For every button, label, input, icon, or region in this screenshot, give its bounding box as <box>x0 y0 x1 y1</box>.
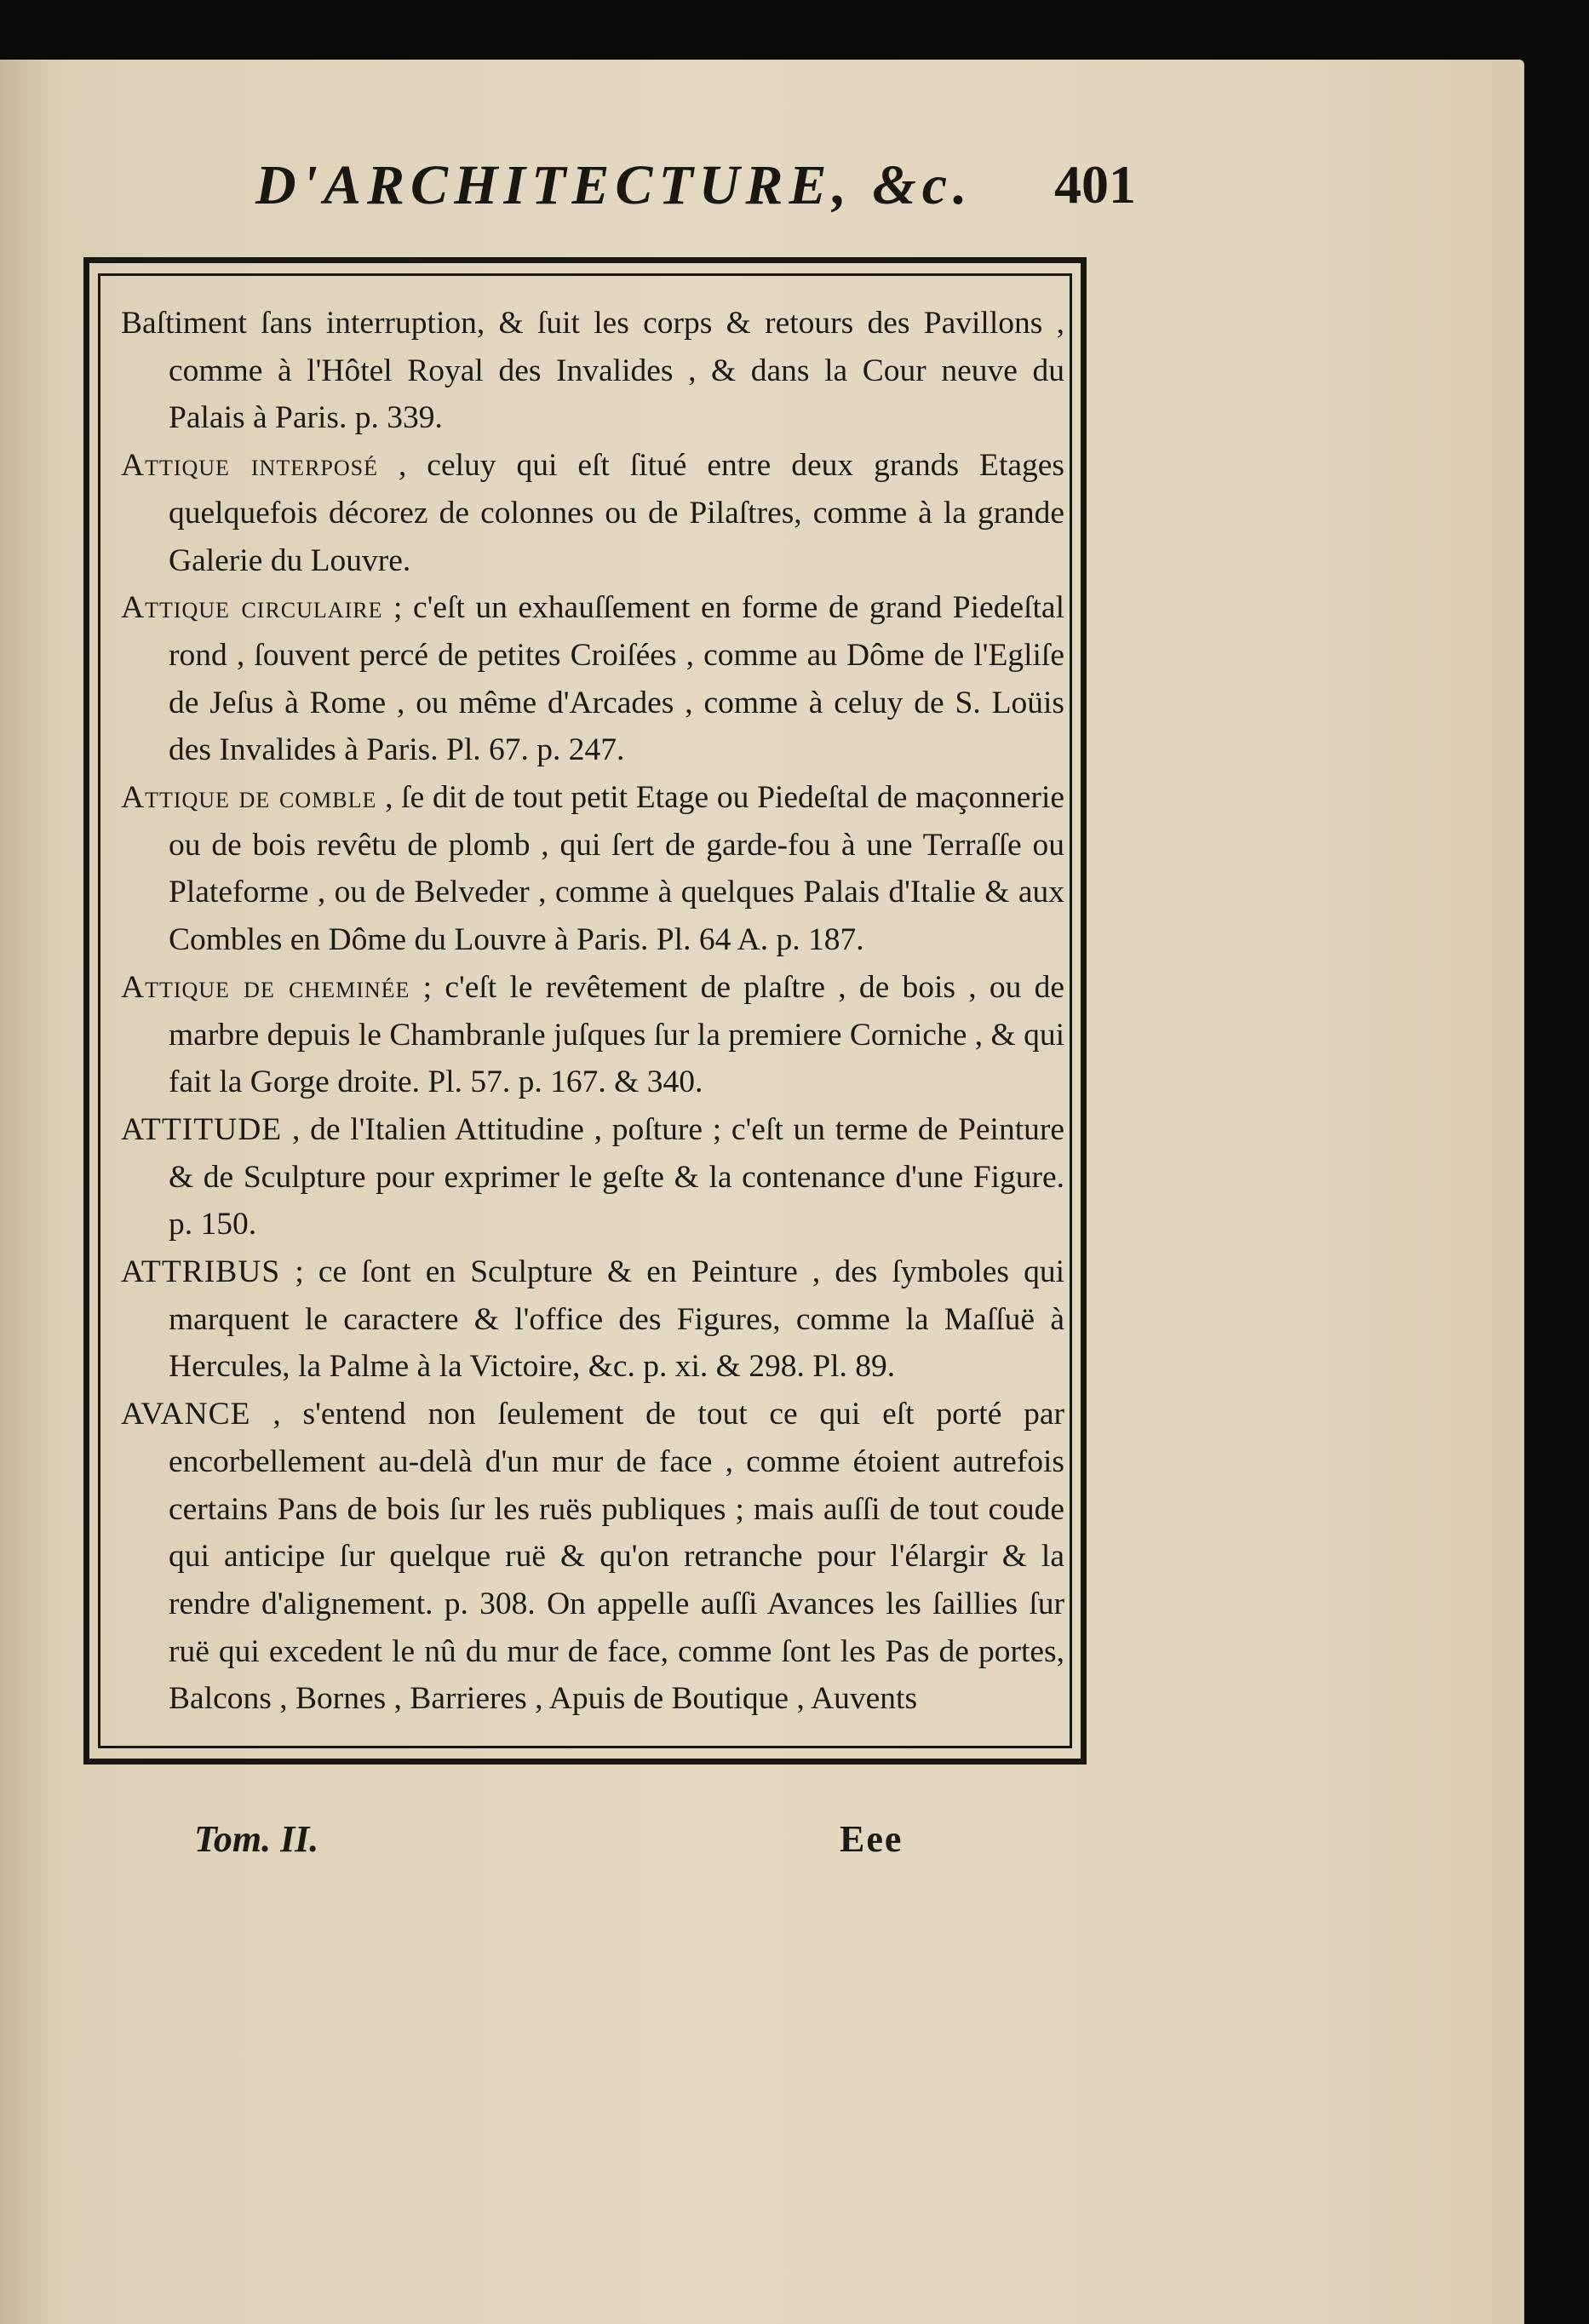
signature-mark: Eee <box>840 1818 903 1860</box>
running-head: D'ARCHITECTURE, &c. <box>255 154 973 216</box>
entry-term: ATTITUDE <box>121 1111 283 1147</box>
entry-text: ; ce ſont en Sculpture & en Peinture , des ſymboles qui marquent le caractere & l'office des Figures, comme la Maſſuë à Hercules, la Palme à la Victoire, &c. p. xi. & 298. Pl. 89. <box>169 1254 1065 1385</box>
entry-text: ; c'eſt un exhauſſement en forme de grand Piedeſtal rond , ſouvent percé de petites Croiſées , comme au Dôme de l'Egliſe de Jeſus à Rome , ou même d'Arcades , comme à celuy de S. Loüis des Invalides à Paris. Pl. 67. p. 247. <box>169 590 1064 768</box>
entry-text: , de l'Italien Attitudine , poſture ; c'eſt un terme de Peinture & de Sculpture pour exprimer le geſte & la contenance d'une Figure. p. 150. <box>169 1111 1064 1242</box>
entry-text: ; c'eſt le revêtement de plaſtre , de bois , ou de marbre depuis le Chambranle juſques ſur la premiere Corniche , & qui fait la Gorge droite. Pl. 57. p. 167. & 340. <box>169 969 1064 1100</box>
entry-text: Baſtiment ſans interruption, & ſuit les corps & retours des Pavillons , comme à l'Hôtel Royal des Invalides , & dans la Cour neuve du Palais à Paris. p. 339. <box>121 306 1064 436</box>
entry-term: Attique interposé <box>121 448 379 484</box>
entry-avance <box>121 1391 1064 1723</box>
page-number: 401 <box>1054 154 1136 215</box>
entry-attique-de-comble <box>121 774 1064 964</box>
entry-attique-circulaire <box>121 584 1064 774</box>
entry-attribus <box>121 1248 1064 1391</box>
entry-attitude <box>121 1106 1064 1248</box>
entry-text: , celuy qui eſt ſitué entre deux grands Etages quelquefois décorez de colonnes ou de Pilaſtres, comme à la grande Galerie du Louvre. <box>169 448 1064 578</box>
volume-mark: Tom. II. <box>194 1818 319 1860</box>
entry-attique-interpose <box>121 442 1064 584</box>
entry-text: , s'entend non ſeulement de tout ce qui eſt porté par encorbellement au-delà d'un mur de face , comme étoient autrefois certains Pans de bois ſur les ruës publiques ; mais auſſi de tout coude qui anticipe ſur quelque ruë & qu'on retranche pour l'élargir & la rendre d'alignement. p. 308. On appelle auſſi Avances les ſaillies ſur ruë qui excedent le nû du mur de face, comme ſont les Pas de portes, Balcons , Bornes , Barrieres , Apuis de Boutique , Auvents <box>169 1397 1065 1717</box>
entry-term: AVANCE <box>121 1397 251 1432</box>
entry-term: Attique de comble <box>121 780 377 816</box>
entry-term: ATTRIBUS <box>121 1254 281 1290</box>
entry-text: , ſe dit de tout petit Etage ou Piedeſtal de maçonnerie ou de bois revêtu de plomb , qui ſert de garde-fou à une Terraſſe ou Plateforme , ou de Belveder , comme à quelques Palais d'Italie & aux Combles en Dôme du Louvre à Paris. Pl. 64 A. p. 187. <box>169 780 1065 958</box>
gutter-shadow <box>0 60 51 2324</box>
entry-term: Attique circulaire <box>121 590 383 626</box>
dictionary-text <box>121 300 1064 1723</box>
entry-attique-de-cheminee <box>121 964 1064 1106</box>
entry-term: Attique de cheminée <box>121 969 410 1005</box>
entry-continuation <box>121 300 1064 442</box>
